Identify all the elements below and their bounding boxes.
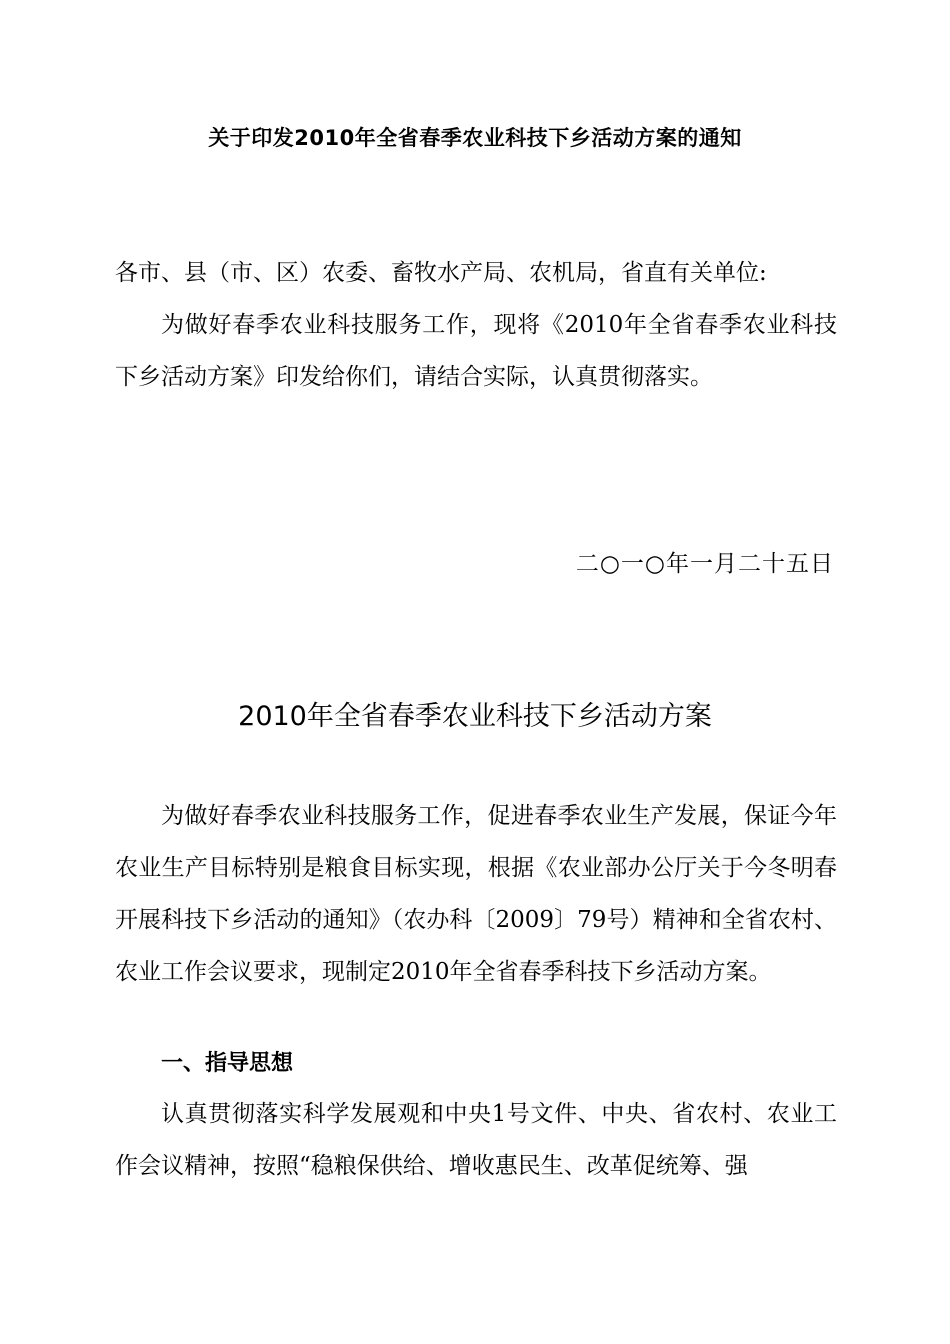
section-heading-guiding-ideology: 一、指导思想 (161, 1051, 294, 1076)
notice-date: 二○一○年一月二十五日 (575, 551, 834, 577)
plan-intro-paragraph: 为做好春季农业科技服务工作，促进春季农业生产发展，保证今年农业生产目标特别是粮食目标实现，根据《农业部办公厅关于今冬明春开展科技下乡活动的通知》（农办科〔2009〕79号）精神和全省农村、农业工作会议要求，现制定2010年全省春季科技下乡活动方案。 (115, 803, 837, 985)
plan-title: 2010年全省春季农业科技下乡活动方案 (238, 701, 712, 732)
section-body-guiding-ideology: 认真贯彻落实科学发展观和中央1号文件、中央、省农村、农业工作会议精神，按照“稳粮保供给、增收惠民生、改革促统筹、强 (115, 1101, 837, 1179)
notice-body: 为做好春季农业科技服务工作，现将《2010年全省春季农业科技下乡活动方案》印发给你们，请结合实际，认真贯彻落实。 (115, 312, 837, 390)
notice-title: 关于印发2010年全省春季农业科技下乡活动方案的通知 (208, 126, 742, 150)
notice-salutation: 各市、县（市、区）农委、畜牧水产局、农机局，省直有关单位: (115, 260, 767, 286)
